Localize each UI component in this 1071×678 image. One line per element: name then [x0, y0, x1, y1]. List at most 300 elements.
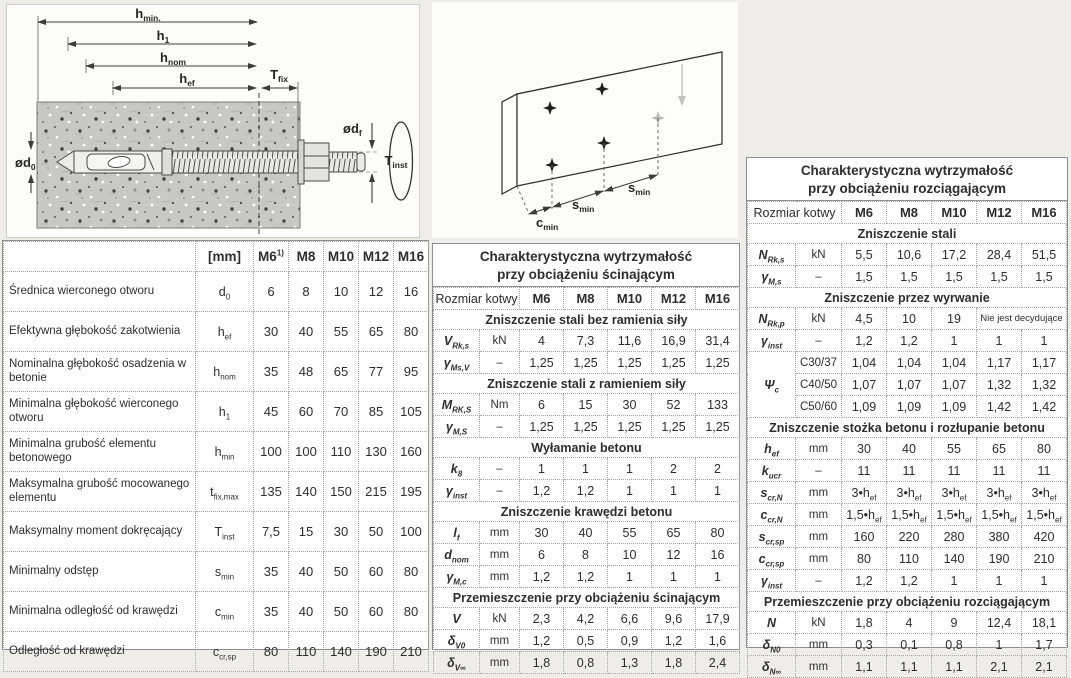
- section-header: Zniszczenie stali z ramieniem siły: [434, 374, 740, 394]
- row-label: Minimalny odstęp: [4, 552, 196, 592]
- row-unit: kN: [796, 612, 842, 634]
- section-header: Przemieszczenie przy obciążeniu ścinającym: [434, 588, 740, 608]
- value-cell: [842, 504, 887, 526]
- symbol-base: s: [214, 564, 222, 579]
- table-row: [4, 592, 429, 632]
- value-cell: 55: [608, 522, 652, 544]
- value-cell: 8: [564, 544, 608, 566]
- value-cell: 1,2: [842, 570, 887, 592]
- left-table-header-row: [4, 242, 429, 272]
- size-label: Rozmiar kotwy: [748, 202, 842, 224]
- value-cell: 19: [932, 308, 977, 330]
- symbol-base: s: [758, 529, 766, 544]
- value-cell: 2: [696, 458, 740, 480]
- value-cell: 11: [977, 460, 1022, 482]
- value-cell: 1,2: [520, 566, 564, 588]
- value-cell: 220: [887, 526, 932, 548]
- value-cell: 1,09: [842, 396, 887, 418]
- value-cell: 50: [324, 592, 359, 632]
- row-label: Maksymalna grubość mocowanego elementu: [4, 472, 196, 512]
- value-cell: 210: [394, 632, 429, 672]
- tension-table-title: [747, 158, 1067, 201]
- value-cell: 6: [254, 272, 289, 312]
- tension-table-title-line1: Charakterystyczna wytrzymałość: [800, 163, 1014, 178]
- col-header-text: M10: [327, 249, 355, 264]
- value-cell: [842, 482, 887, 504]
- value-cell: 80: [696, 522, 740, 544]
- symbol-base: N: [766, 615, 777, 630]
- table-row: [4, 392, 429, 432]
- value-cell: 77: [359, 352, 394, 392]
- col-header-superscript: 1): [276, 248, 284, 258]
- row-unit: mm: [796, 656, 842, 678]
- value-cell: 12: [652, 544, 696, 566]
- value-cell: 30: [608, 394, 652, 416]
- size-header-M6: M6: [520, 288, 564, 310]
- symbol-subscript: ucr: [768, 471, 782, 481]
- value-cell: 28,4: [977, 244, 1022, 266]
- row-symbol: [434, 416, 480, 438]
- slab-drawing: [432, 2, 738, 238]
- table-row: [434, 416, 740, 438]
- value-cell: 2: [652, 458, 696, 480]
- symbol-subscript: M,S: [452, 427, 468, 437]
- value-cell: 1: [932, 330, 977, 352]
- section-header: Zniszczenie stożka betonu i rozłupanie betonu: [748, 418, 1067, 438]
- value-text: 3•h: [896, 485, 915, 500]
- value-subscript: ef: [965, 515, 972, 525]
- value-cell: 1,2: [520, 630, 564, 652]
- col-header-M6: [254, 242, 289, 272]
- row-label: Minimalna odległość od krawędzi: [4, 592, 196, 632]
- symbol-base: δ: [447, 655, 455, 670]
- value-cell: 1,5: [1022, 266, 1067, 288]
- value-cell: 1: [696, 480, 740, 502]
- table-row: [748, 634, 1067, 656]
- row-symbol: [434, 608, 480, 630]
- value-text: 1,5•h: [981, 507, 1011, 522]
- row-symbol: [196, 312, 254, 352]
- size-header-M8: M8: [887, 202, 932, 224]
- dim-label-smin-2: $s_{min}$: [628, 180, 651, 197]
- value-text: 3•h: [851, 485, 870, 500]
- table-row: [748, 548, 1067, 570]
- value-cell: 1,1: [932, 656, 977, 678]
- row-unit: mm: [796, 438, 842, 460]
- value-cell: 1: [608, 458, 652, 480]
- value-cell: 420: [1022, 526, 1067, 548]
- symbol-base: γ: [445, 483, 453, 498]
- size-header-M12: M12: [652, 288, 696, 310]
- row-symbol: [434, 652, 480, 674]
- value-subscript: ef: [1049, 493, 1057, 503]
- section-header-row: [434, 438, 740, 458]
- col-header-text: M6: [258, 249, 277, 264]
- value-cell: 140: [324, 632, 359, 672]
- value-cell: 10,6: [887, 244, 932, 266]
- hex-nut: [304, 143, 329, 181]
- value-subscript: ef: [1004, 493, 1012, 503]
- value-cell: 215: [359, 472, 394, 512]
- symbol-subscript: 0: [225, 292, 231, 301]
- table-row: [4, 272, 429, 312]
- symbol-subscript: cr,sp: [765, 559, 785, 569]
- value-cell: 1,25: [652, 416, 696, 438]
- row-symbol: [434, 480, 480, 502]
- value-cell: 6: [520, 394, 564, 416]
- table-row: [4, 552, 429, 592]
- table-row: [748, 570, 1067, 592]
- symbol-subscript: ef: [771, 449, 779, 459]
- value-cell: 1,7: [1022, 634, 1067, 656]
- symbol-base: h: [764, 441, 772, 456]
- row-label: Średnica wierconego otworu: [4, 272, 196, 312]
- value-cell: 1,32: [977, 374, 1022, 396]
- table-row: [748, 482, 1067, 504]
- value-cell: 1,25: [608, 352, 652, 374]
- value-cell: 6: [520, 544, 564, 566]
- row-label: Odległość od krawędzi: [4, 632, 196, 672]
- value-cell: [977, 504, 1022, 526]
- table-row: [748, 330, 1067, 352]
- symbol-subscript: M,s: [768, 277, 782, 287]
- value-cell: 1,25: [564, 352, 608, 374]
- value-subscript: ef: [1055, 515, 1062, 525]
- value-cell: 80: [254, 632, 289, 672]
- symbol-subscript: RK,S: [452, 405, 472, 415]
- table-row: [748, 656, 1067, 678]
- table-row: [748, 438, 1067, 460]
- row-unit: mm: [796, 482, 842, 504]
- symbol-base: γ: [761, 269, 769, 284]
- dim-label-smin-1: $s_{min}$: [572, 197, 595, 214]
- row-label: Nominalna głębokość osadzenia w betonie: [4, 352, 196, 392]
- row-unit: mm: [480, 652, 520, 674]
- value-cell: 16: [394, 272, 429, 312]
- value-cell: 80: [1022, 438, 1067, 460]
- row-unit: –: [480, 480, 520, 502]
- table-row: [434, 480, 740, 502]
- value-cell: 1,25: [652, 352, 696, 374]
- value-cell: [1022, 482, 1067, 504]
- value-cell: 65: [359, 312, 394, 352]
- value-cell: 1: [608, 566, 652, 588]
- symbol-subscript: f: [456, 533, 460, 543]
- table-row: [748, 460, 1067, 482]
- section-header-row: [434, 502, 740, 522]
- symbol-base: t: [210, 484, 214, 499]
- dim-label-hef: $h_{ef}$: [179, 71, 195, 88]
- value-cell: 55: [324, 312, 359, 352]
- value-subscript: ef: [959, 493, 967, 503]
- symbol-base: γ: [443, 355, 451, 370]
- row-unit: mm: [796, 504, 842, 526]
- symbol-base: h: [213, 364, 221, 379]
- value-cell: 80: [394, 552, 429, 592]
- row-label: Minimalna grubość elementu betonowego: [4, 432, 196, 472]
- symbol-subscript: min: [221, 612, 235, 621]
- value-cell: 1,32: [1022, 374, 1067, 396]
- table-row: [4, 512, 429, 552]
- value-cell: 160: [394, 432, 429, 472]
- value-cell: [932, 504, 977, 526]
- col-header-M10: [324, 242, 359, 272]
- section-header-row: [748, 418, 1067, 438]
- value-cell: 1,3: [608, 652, 652, 674]
- table-row: [748, 396, 1067, 418]
- symbol-base: h: [214, 444, 222, 459]
- row-symbol: [434, 544, 480, 566]
- value-cell: 12,4: [977, 612, 1022, 634]
- slab-spacing-figure: [432, 2, 738, 238]
- value-cell: 6,6: [608, 608, 652, 630]
- col-header-text: M8: [296, 249, 316, 264]
- value-subscript: ef: [914, 493, 922, 503]
- row-symbol: [196, 472, 254, 512]
- table-row: [748, 244, 1067, 266]
- row-unit: C50/60: [796, 396, 842, 418]
- table-row: [748, 612, 1067, 634]
- row-symbol: [196, 592, 254, 632]
- symbol-subscript: 8: [457, 469, 463, 479]
- row-unit: –: [480, 352, 520, 374]
- row-unit: –: [796, 266, 842, 288]
- value-cell: 1,25: [520, 352, 564, 374]
- symbol-subscript: 1: [225, 412, 231, 421]
- value-subscript: ef: [875, 515, 882, 525]
- symbol-base: d: [444, 547, 452, 562]
- value-cell: 130: [359, 432, 394, 472]
- table-row: [748, 308, 1067, 330]
- row-symbol: [748, 504, 796, 526]
- row-unit: kN: [796, 308, 842, 330]
- row-symbol: [434, 458, 480, 480]
- symbol-subscript: V0: [455, 641, 466, 651]
- row-unit: kN: [480, 330, 520, 352]
- symbol-subscript: inst: [767, 581, 783, 591]
- dim-label-d0: $ød_0$: [15, 155, 36, 172]
- value-cell: 2,1: [977, 656, 1022, 678]
- value-cell: 100: [289, 432, 324, 472]
- row-unit: mm: [480, 630, 520, 652]
- section-header: Wyłamanie betonu: [434, 438, 740, 458]
- value-cell: 60: [289, 392, 324, 432]
- table-row: [434, 522, 740, 544]
- value-text: 1,5•h: [846, 507, 876, 522]
- col-header-M8: [289, 242, 324, 272]
- value-cell: 11: [887, 460, 932, 482]
- symbol-subscript: inst: [767, 341, 783, 351]
- value-cell: 1,2: [564, 566, 608, 588]
- size-header-row: [434, 288, 740, 310]
- value-cell: 80: [842, 548, 887, 570]
- symbol-base: δ: [761, 659, 770, 674]
- value-cell: 11: [932, 460, 977, 482]
- symbol-base: c: [214, 604, 222, 619]
- value-cell: 1,09: [887, 396, 932, 418]
- value-cell: 1,1: [842, 656, 887, 678]
- value-cell: 65: [324, 352, 359, 392]
- row-unit: mm: [796, 526, 842, 548]
- dim-label-tfix: $T_{fix}$: [270, 67, 288, 84]
- row-symbol: [434, 566, 480, 588]
- value-cell: 1,25: [608, 416, 652, 438]
- row-symbol: [196, 432, 254, 472]
- table-row: [4, 312, 429, 352]
- table-row: [434, 566, 740, 588]
- symbol-subscript: Ms,V: [450, 363, 470, 373]
- row-symbol: [748, 352, 796, 418]
- symbol-subscript: N0: [770, 645, 781, 655]
- value-cell: 0,8: [932, 634, 977, 656]
- row-symbol: [748, 570, 796, 592]
- row-symbol: [196, 632, 254, 672]
- row-symbol: [434, 330, 480, 352]
- value-cell: 2,3: [520, 608, 564, 630]
- section-header-row: [748, 224, 1067, 244]
- value-cell: 31,4: [696, 330, 740, 352]
- value-cell: 280: [932, 526, 977, 548]
- section-header-row: [434, 588, 740, 608]
- slab-side-face: [502, 94, 517, 194]
- row-unit: –: [480, 416, 520, 438]
- shear-table-title: [433, 244, 739, 287]
- symbol-subscript: nom: [220, 372, 236, 381]
- value-cell: 1,25: [520, 416, 564, 438]
- symbol-base: Ψ: [764, 377, 775, 392]
- row-unit: kN: [796, 244, 842, 266]
- value-cell: 1,25: [696, 416, 740, 438]
- thread-hatch: [172, 151, 298, 173]
- dim-label-df: $ød_f$: [343, 121, 362, 138]
- shear-strength-table: [432, 243, 740, 673]
- symbol-base: T: [214, 524, 223, 539]
- table-row: [4, 472, 429, 512]
- value-cell: 1: [932, 570, 977, 592]
- symbol-base: M: [441, 397, 453, 412]
- size-header-row: [748, 202, 1067, 224]
- shear-table-title-line1: Charakterystyczna wytrzymałość: [479, 249, 693, 264]
- bolt-end-tip: [357, 153, 365, 171]
- table-row: [434, 630, 740, 652]
- unit-header: [mm]: [196, 242, 254, 272]
- row-symbol: [748, 634, 796, 656]
- row-unit: C30/37: [796, 352, 842, 374]
- size-header-M10: M10: [608, 288, 652, 310]
- symbol-subscript: M,c: [453, 577, 467, 587]
- value-cell: 1: [652, 480, 696, 502]
- symbol-base: γ: [445, 419, 453, 434]
- value-cell: 1,17: [1022, 352, 1067, 374]
- value-cell: 1,2: [520, 480, 564, 502]
- symbol-subscript: min: [221, 452, 235, 461]
- section-header-row: [748, 288, 1067, 308]
- symbol-base: δ: [447, 633, 456, 648]
- table-row: [748, 266, 1067, 288]
- symbol-base: N: [758, 247, 768, 262]
- table-row: [4, 432, 429, 472]
- section-header: Zniszczenie stali bez ramienia siły: [434, 310, 740, 330]
- value-cell: 30: [254, 312, 289, 352]
- row-symbol: [748, 244, 796, 266]
- symbol-base: V: [443, 333, 453, 348]
- value-cell: 12: [359, 272, 394, 312]
- value-cell: 35: [254, 552, 289, 592]
- row-symbol: [748, 308, 796, 330]
- symbol-base: h: [218, 404, 226, 419]
- value-cell: 0,8: [564, 652, 608, 674]
- row-unit: mm: [480, 544, 520, 566]
- value-cell: 11: [842, 460, 887, 482]
- value-cell: 35: [254, 592, 289, 632]
- value-cell: 1,25: [564, 416, 608, 438]
- thread-hatch: [329, 152, 357, 172]
- value-text: 1,5•h: [1026, 507, 1056, 522]
- corner-cell: [4, 242, 196, 272]
- symbol-base: c: [212, 644, 220, 659]
- installation-parameters-table: [2, 240, 429, 661]
- value-cell: 210: [1022, 548, 1067, 570]
- value-cell: 110: [324, 432, 359, 472]
- value-cell: 0,3: [842, 634, 887, 656]
- value-cell: 65: [652, 522, 696, 544]
- value-cell: 110: [887, 548, 932, 570]
- table-row: [748, 504, 1067, 526]
- row-symbol: [434, 352, 480, 374]
- symbol-base: h: [217, 324, 225, 339]
- table-row: [434, 608, 740, 630]
- value-cell: 1: [1022, 330, 1067, 352]
- row-symbol: [748, 460, 796, 482]
- value-cell: 45: [254, 392, 289, 432]
- value-cell: 1: [977, 634, 1022, 656]
- value-cell: 35: [254, 352, 289, 392]
- row-symbol: [748, 548, 796, 570]
- value-cell: 15: [289, 512, 324, 552]
- symbol-subscript: cr,N: [767, 493, 783, 503]
- value-cell: 48: [289, 352, 324, 392]
- value-cell: 40: [289, 552, 324, 592]
- symbol-subscript: cr,sp: [765, 537, 785, 547]
- symbol-base: d: [218, 284, 226, 299]
- symbol-base: s: [760, 485, 768, 500]
- symbol-subscript: V∞: [454, 663, 466, 673]
- value-cell: 1,2: [564, 480, 608, 502]
- size-label: Rozmiar kotwy: [434, 288, 520, 310]
- value-subscript: ef: [920, 515, 927, 525]
- section-header-row: [434, 310, 740, 330]
- value-cell: 8: [289, 272, 324, 312]
- value-cell: 1,04: [932, 352, 977, 374]
- tension-strength-table: [746, 157, 1068, 677]
- value-cell: 1,07: [842, 374, 887, 396]
- table-row: [4, 352, 429, 392]
- table-row: [434, 544, 740, 566]
- value-cell: 4: [887, 612, 932, 634]
- value-subscript: ef: [1010, 515, 1017, 525]
- row-label: Minimalna głębokość wierconego otworu: [4, 392, 196, 432]
- row-unit: C40/50: [796, 374, 842, 396]
- value-cell: 1: [652, 566, 696, 588]
- value-cell: 150: [324, 472, 359, 512]
- value-cell: 9,6: [652, 608, 696, 630]
- value-text: Nie jest decydujące: [980, 313, 1063, 325]
- symbol-subscript: inst: [222, 532, 235, 541]
- value-subscript: ef: [869, 493, 877, 503]
- value-cell: 1,25: [696, 352, 740, 374]
- symbol-subscript: c: [774, 385, 779, 395]
- symbol-base: l: [453, 525, 457, 540]
